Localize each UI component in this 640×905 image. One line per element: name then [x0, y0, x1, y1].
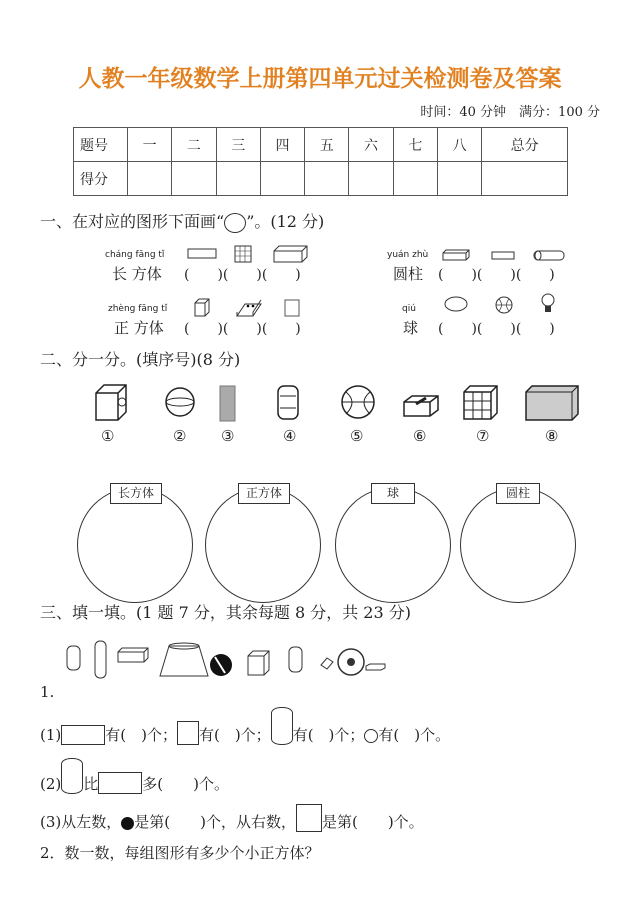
- table-row: [74, 128, 568, 162]
- section1-heading: [40, 212, 324, 233]
- answer-blanks[interactable]: ( )( )( ): [438, 321, 555, 337]
- score-cell[interactable]: [260, 162, 304, 196]
- category-circle-cuboid[interactable]: [77, 487, 193, 603]
- category-label: 球: [371, 483, 415, 504]
- cuboid-shapes-icon: [185, 244, 315, 266]
- table-cell: 得分: [74, 162, 128, 196]
- text: 比: [83, 775, 99, 793]
- question-number: 1.: [40, 683, 55, 701]
- table-cell: 四: [260, 128, 304, 162]
- time-info: 时间：40 分钟 满分：100 分: [420, 105, 600, 120]
- pinyin: zhèng fāng tǐ: [108, 304, 168, 314]
- score-cell[interactable]: [216, 162, 260, 196]
- score-cell[interactable]: [437, 162, 481, 196]
- striped-ball-icon: [121, 817, 134, 830]
- table-cell: 总分: [482, 128, 568, 162]
- table-cell: 题号: [74, 128, 128, 162]
- score-cell[interactable]: [482, 162, 568, 196]
- shapes-sequence-icon: [60, 638, 400, 688]
- answer-blanks[interactable]: ( )( )( ): [184, 267, 301, 283]
- category-circle-sphere[interactable]: [335, 487, 451, 603]
- cuboid-icon: [61, 725, 105, 745]
- objects-row-icon: [90, 380, 590, 425]
- object-number: ⑥: [413, 427, 427, 445]
- question-2: 2．数一数，每组图形有多少个小正方体？: [40, 844, 320, 862]
- object-number: ⑦: [476, 427, 490, 445]
- object-number: ②: [173, 427, 187, 445]
- fill-blank[interactable]: 是第( )个。: [321, 813, 424, 831]
- question-1-1: [40, 707, 450, 745]
- score-cell[interactable]: [349, 162, 393, 196]
- table-row: [74, 162, 568, 196]
- object-number: ③: [221, 427, 235, 445]
- heading-text: 一、在对应的图形下面画“: [40, 212, 225, 231]
- pinyin: cháng fāng tǐ: [105, 250, 165, 260]
- cylinder-icon: [61, 758, 83, 794]
- fill-blank[interactable]: 多( )个。: [142, 775, 229, 793]
- table-cell: 六: [349, 128, 393, 162]
- cylinder-icon: [271, 707, 293, 745]
- score-table: [73, 127, 568, 196]
- category-circle-cube[interactable]: [205, 487, 321, 603]
- text: (3)从左数，: [40, 813, 122, 831]
- cube-icon: [177, 721, 199, 745]
- prefix: (1): [40, 726, 62, 744]
- fill-blank[interactable]: 有( )个；: [105, 726, 177, 744]
- page-title: 人教一年级数学上册第四单元过关检测卷及答案: [78, 66, 562, 92]
- score-cell[interactable]: [393, 162, 437, 196]
- object-number: ⑧: [545, 427, 559, 445]
- answer-blanks[interactable]: ( )( )( ): [438, 267, 555, 283]
- sphere-icon: [364, 729, 378, 743]
- cylinder-shapes-icon: [440, 247, 570, 263]
- smiley-icon: [224, 213, 246, 233]
- question-1-3: [40, 804, 424, 832]
- fill-blank[interactable]: 是第( )个，从右数，: [134, 813, 296, 831]
- object-number: ⑤: [350, 427, 364, 445]
- table-cell: 五: [305, 128, 349, 162]
- table-cell: 七: [393, 128, 437, 162]
- fill-blank[interactable]: 有( )个；: [292, 726, 365, 744]
- object-number: ④: [283, 427, 297, 445]
- shape-label: 球: [403, 319, 419, 337]
- prefix: (2): [40, 775, 62, 793]
- cube-shapes-icon: [190, 296, 310, 318]
- score-cell[interactable]: [172, 162, 216, 196]
- heading-text: ”。(12 分): [246, 212, 325, 231]
- category-label: 圆柱: [496, 483, 540, 504]
- table-cell: 八: [437, 128, 481, 162]
- pinyin: yuán zhù: [387, 250, 429, 260]
- shape-label: 长 方体: [112, 265, 162, 283]
- cuboid-icon: [98, 772, 142, 794]
- fill-blank[interactable]: 有( )个；: [198, 726, 271, 744]
- pinyin: qiú: [402, 304, 416, 314]
- shape-label: 圆柱: [393, 265, 424, 283]
- shape-label: 正 方体: [114, 319, 164, 337]
- category-circle-cylinder[interactable]: [460, 487, 576, 603]
- table-cell: 二: [172, 128, 216, 162]
- score-cell[interactable]: [128, 162, 172, 196]
- section3-heading: 三、填一填。(1 题 7 分，其余每题 8 分，共 23 分): [40, 603, 411, 622]
- fill-blank[interactable]: 有( )个。: [378, 726, 451, 744]
- score-cell[interactable]: [305, 162, 349, 196]
- section2-heading: 二、分一分。(填序号)(8 分): [40, 350, 241, 369]
- table-cell: 三: [216, 128, 260, 162]
- table-cell: 一: [128, 128, 172, 162]
- object-number: ①: [101, 427, 115, 445]
- sphere-shapes-icon: [444, 292, 564, 318]
- cube-icon: [296, 804, 322, 832]
- answer-blanks[interactable]: ( )( )( ): [184, 321, 301, 337]
- category-label: 正方体: [238, 483, 290, 504]
- category-label: 长方体: [110, 483, 162, 504]
- question-1-2: [40, 758, 229, 794]
